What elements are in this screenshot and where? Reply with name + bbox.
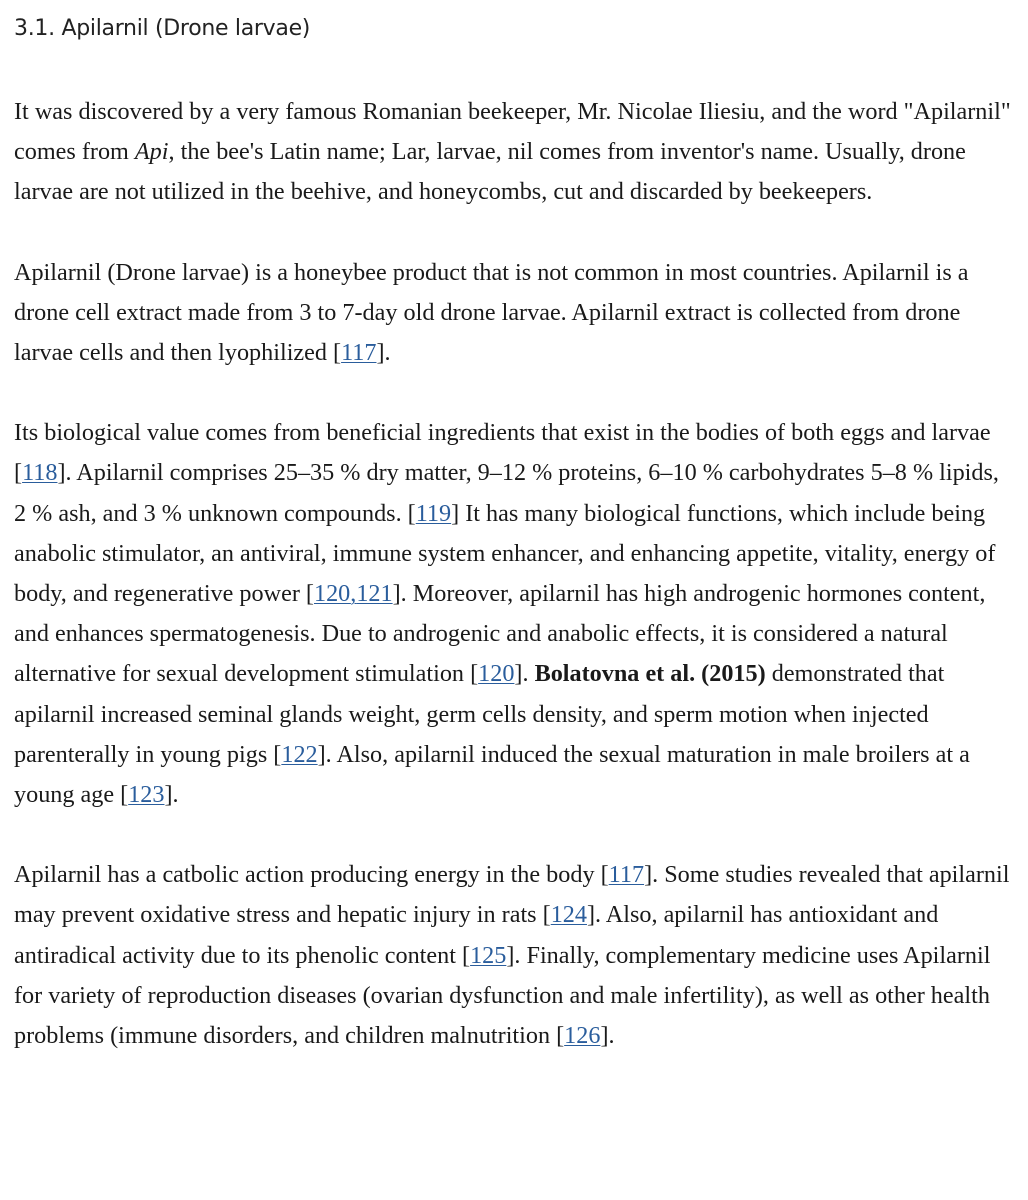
citation-link-124[interactable]: 124 bbox=[550, 901, 587, 929]
text-run: ]. Some studies revealed that apilarnil may prevent oxidative stress and hepatic injury in rats [ bbox=[14, 861, 1010, 929]
text-run: ]. bbox=[600, 1022, 615, 1050]
section-heading: 3.1. Apilarnil (Drone larvae) bbox=[14, 16, 311, 41]
citation-link-123[interactable]: 123 bbox=[128, 781, 165, 809]
text-run: ]. Also, apilarnil induced the sexual maturation in male broilers at a young age [ bbox=[14, 740, 970, 809]
citation-link-117-second[interactable]: 117 bbox=[608, 861, 645, 889]
text-run: ]. bbox=[514, 660, 535, 688]
text-run: It was discovered by a very famous Romanian beekeeper, Mr. Nicolae Iliesiu, and the word "Apilarnil" comes from bbox=[14, 98, 1011, 166]
paragraph-definition bbox=[14, 253, 1014, 374]
citation-link-120-second[interactable]: 120 bbox=[478, 660, 515, 688]
latin-term: Api bbox=[134, 138, 169, 166]
text-run: ]. bbox=[164, 781, 179, 809]
text-run: , the bee's Latin name; Lar, larvae, nil comes from inventor's name. Usually, drone larvae are not utilized in the beehive, and honeycombs, cut and discarded by beekeepers. bbox=[14, 138, 966, 206]
citation-link-118[interactable]: 118 bbox=[22, 459, 58, 487]
citation-link-119[interactable]: 119 bbox=[415, 499, 452, 527]
text-run: ] It has many biological functions, which include being anabolic stimulator, an antiviral, immune system enhancer, and enhancing appetite, vitality, energy of body, and regenerative power [ bbox=[14, 499, 996, 608]
paragraph-origin bbox=[14, 92, 1014, 213]
text-run: Apilarnil has a catbolic action producing energy in the body [ bbox=[14, 861, 609, 889]
citation-link-126[interactable]: 126 bbox=[564, 1022, 601, 1050]
article-section bbox=[14, 0, 1014, 1056]
citation-link-121[interactable]: 121 bbox=[356, 580, 393, 608]
text-run: ]. Moreover, apilarnil has high androgenic hormones content, and enhances spermatogenesis. Due to androgenic and anabolic effects, it is considered a natural alternative for sexual development stimulation [ bbox=[14, 580, 986, 688]
citation-separator[interactable]: , bbox=[350, 580, 357, 608]
text-run: ]. Finally, complementary medicine uses Apilarnil for variety of reproduction diseases (ovarian dysfunction and male infertility), as well as other health problems (immune disorders, and children malnutrition [ bbox=[14, 941, 991, 1050]
text-run: ]. Also, apilarnil has antioxidant and antiradical activity due to its phenolic content [ bbox=[14, 901, 939, 969]
citation-link-125[interactable]: 125 bbox=[470, 941, 507, 969]
text-run: ]. Apilarnil comprises 25–35 % dry matter, 9–12 % proteins, 6–10 % carbohydrates 5–8 % lipids, 2 % ash, and 3 % unknown compounds. [ bbox=[14, 459, 999, 527]
citation-link-122[interactable]: 122 bbox=[281, 740, 318, 768]
paragraph-health-effects bbox=[14, 855, 1014, 1056]
text-run: ]. bbox=[376, 339, 391, 367]
text-run: Apilarnil (Drone larvae) is a honeybee product that is not common in most countries. Apilarnil is a drone cell extract made from 3 to 7-day old drone larvae. Apilarnil extract is collected from drone larvae cells and then lyophilized [ bbox=[14, 258, 969, 367]
text-run: Its biological value comes from beneficial ingredients that exist in the bodies of both eggs and larvae [ bbox=[14, 419, 991, 487]
text-run: demonstrated that apilarnil increased seminal glands weight, germ cells density, and sperm motion when injected parenterally in young pigs [ bbox=[14, 660, 945, 768]
citation-link-120[interactable]: 120 bbox=[313, 580, 351, 608]
author-reference: Bolatovna et al. (2015) bbox=[534, 660, 766, 688]
citation-link-117[interactable]: 117 bbox=[341, 339, 377, 367]
paragraph-biological-value bbox=[14, 413, 1014, 815]
